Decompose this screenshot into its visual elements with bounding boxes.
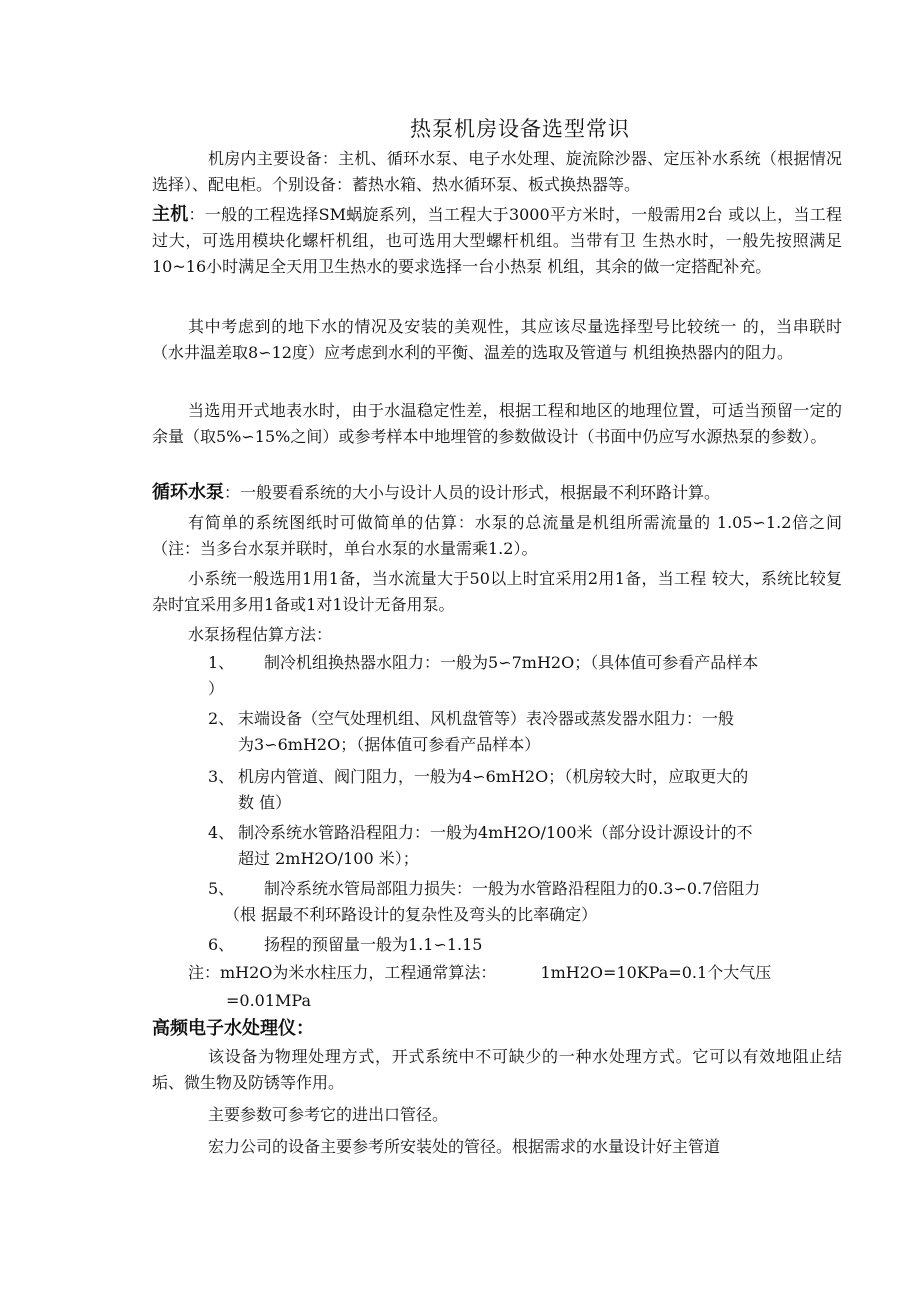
water-paragraph-2: 主要参数可参考它的进出口管径。 (208, 1105, 449, 1124)
note-text: 注：mH2O为米水柱压力，工程通常算法： (188, 963, 497, 982)
pump-paragraph (152, 480, 842, 506)
pump-head-method: 水泵扬程估算方法： (188, 625, 333, 644)
host-heading: 主机 (152, 204, 189, 225)
list-item: 4、 制冷系统水管路沿程阻力：一般为4mH2O/100米（部分设计源设计的不 超过 2mH2O/100 米）； (208, 823, 753, 868)
list-item: 3、 机房内管道、阀门阻力，一般为4∽6mH2O；（机房较大时，应取更大的 数 值） (208, 767, 749, 812)
water-paragraph-1: 该设备为物理处理方式，开式系统中不可缺少的一种水处理方式。它可以有效地阻止结垢、微生物及防锈等作用。 (152, 1047, 842, 1092)
pump-heading: 循环水泵 (152, 482, 224, 503)
host-paragraph-3: 当选用开式地表水时，由于水温稳定性差，根据工程和地区的地理位置，可适当预留一定的余量（取5%∽15%之间）或参考样本中地埋管的参数做设计（书面中仍应写水源热泵的参数）。 (152, 401, 842, 446)
host-paragraph-2: 其中考虑到的地下水的情况及安装的美观性，其应该尽量选择型号比较统一 的，当串联时（水井温差取8∽12度）应考虑到水利的平衡、温差的选取及管道与 机组换热器内的阻力。 (152, 317, 842, 362)
note-formula: 1mH2O=10KPa=0.1个大气压 (540, 963, 772, 982)
pump-text: ：一般要看系统的大小与设计人员的设计形式，根据最不利环路计算。 (224, 483, 721, 502)
intro-paragraph: 机房内主要设备：主机、循环水泵、电子水处理、旋流除沙器、定压补水系统（根据情况选择）、配电柜。个别设备：蓄热水箱、热水循环泵、板式换热器等。 (152, 149, 842, 194)
pump-paragraph-3: 小系统一般选用1用1备，当水流量大于50以上时宜采用2用1备，当工程 较大，系统比较复杂时宜采用多用1备或1对1设计无备用泵。 (152, 569, 842, 614)
note-line (188, 960, 822, 986)
water-paragraph-3: 宏力公司的设备主要参考所安装处的管径。根据需求的水量设计好主管道 (208, 1137, 721, 1156)
list-item: 5、 制冷系统水管局部阻力损失：一般为水管路沿程阻力的0.3∽0.7倍阻力 （根 据最不利环路设计的复杂性及弯头的比率确定） (208, 879, 761, 924)
list-item: 1、 制冷机组换热器水阻力：一般为5∽7mH2O；（具体值可参看产品样本 ） (208, 653, 759, 698)
host-paragraph (152, 202, 842, 280)
list-item: 6、 扬程的预留量一般为1.1∽1.15 (208, 935, 483, 954)
page-title: 热泵机房设备选型常识 (410, 117, 630, 141)
water-heading: 高频电子水处理仪： (152, 1018, 314, 1039)
host-text: ：一般的工程选择SM蜗旋系列，当工程大于3000平方米时，一般需用2台 或以上，当工程过大，可选用模块化螺杆机组，也可选用大型螺杆机组。当带有卫 生热水时，一般先按照满足10~16小时满足全天用卫生热水的要求选择一台小热泵 机组，其余的做一定搭配补充。 (152, 205, 842, 276)
pump-paragraph-2: 有简单的系统图纸时可做简单的估算：水泵的总流量是机组所需流量的 1.05∽1.2倍之间（注：当多台水泵并联时，单台水泵的水量需乘1.2）。 (152, 513, 842, 558)
note-continuation: =0.01MPa (226, 991, 311, 1010)
list-item: 2、 末端设备（空气处理机组、风机盘管等）表冷器或蒸发器水阻力：一般 为3∽6mH2O；（据体值可参看产品样本） (208, 709, 735, 754)
